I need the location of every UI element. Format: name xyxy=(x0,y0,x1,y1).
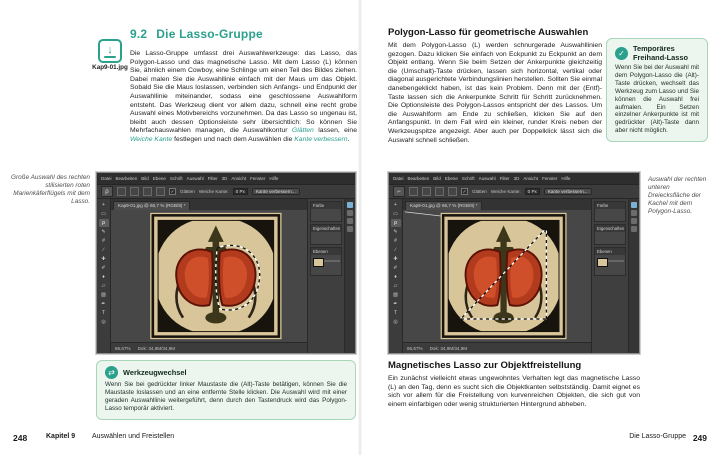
menu-item[interactable]: Bearbeiten xyxy=(407,176,430,181)
menu-item[interactable]: Hilfe xyxy=(269,176,279,181)
info-box-text: Wenn Sie bei gedrückter linker Maustaste die (Alt)-Taste betätigen, können Sie die Maustaste loslassen und an eine entfernte Stelle klicken. Die Auswahl wird mit einer geraden Auswahllinie weitergeführt, denn durch den Tastendruck wird das Polygon-Lasso temporär aktiviert. xyxy=(105,381,347,412)
eyedropper-tool-icon[interactable]: ∕ xyxy=(103,247,104,253)
adjustments-panel-icon[interactable] xyxy=(631,210,637,216)
eraser-tool-icon[interactable]: ▱ xyxy=(393,283,398,289)
panel-color xyxy=(310,201,342,222)
ps-toolbar xyxy=(97,199,111,353)
panel-layers xyxy=(594,247,626,276)
smooth-checkbox[interactable]: ✓ xyxy=(170,189,175,194)
panel-properties-header[interactable]: Eigenschaften xyxy=(597,226,625,231)
panel-layers-body xyxy=(595,255,625,275)
panel-color xyxy=(594,201,626,222)
tip-box-title: Temporäres Freihand-Lasso xyxy=(633,44,689,62)
ps-menubar xyxy=(389,173,639,184)
healing-brush-tool-icon[interactable]: ✚ xyxy=(101,256,106,262)
document-tab-row xyxy=(403,199,591,210)
zoom-level[interactable]: 66,67% xyxy=(115,345,131,351)
section-number: 9.2 xyxy=(130,27,148,41)
menu-item[interactable]: Ansicht xyxy=(231,176,247,181)
menu-item[interactable]: 3D xyxy=(221,176,228,181)
swap-arrows-icon: ⇄ xyxy=(105,366,118,379)
text-segment: festlegen und nach dem Auswählen die xyxy=(172,135,295,143)
menu-item[interactable]: Ebene xyxy=(152,176,166,181)
layer-name-placeholder xyxy=(608,260,624,262)
new-selection-icon[interactable] xyxy=(409,187,418,196)
section-title: Die Lasso-Gruppe xyxy=(156,27,263,41)
menu-item[interactable]: Hilfe xyxy=(561,176,571,181)
panel-icon-strip xyxy=(628,199,639,353)
panel-properties-header[interactable]: Eigenschaften xyxy=(313,226,341,231)
eraser-tool-icon[interactable]: ▱ xyxy=(101,283,106,289)
gradient-tool-icon[interactable]: ▨ xyxy=(393,292,398,298)
text-segment: . xyxy=(347,135,350,143)
ps-canvas-lasso[interactable] xyxy=(111,210,307,342)
panel-properties-body xyxy=(311,232,341,244)
panel-color-body xyxy=(595,209,625,221)
feather-label: Weiche Kante: xyxy=(198,189,229,194)
refine-edge-button[interactable]: Kante verbessern... xyxy=(252,188,300,195)
page-number-left: 248 xyxy=(13,433,28,443)
ps-status-bar xyxy=(403,342,591,353)
clone-stamp-tool-icon[interactable]: ♦ xyxy=(394,274,397,280)
zoom-level[interactable]: 66,67% xyxy=(407,345,423,351)
layer-thumbnail[interactable] xyxy=(597,258,608,267)
canvas-image-polygon xyxy=(403,210,591,342)
smooth-label: Glätten xyxy=(472,189,487,194)
menu-item[interactable]: Bild xyxy=(141,176,149,181)
polygon-lasso-paragraph: Mit dem Polygon-Lasso (L) werden schnurgerade Auswahllinien gezogen. Dazu klicken Sie einfach von Eckpunkt zu Eckpunkt an dem Objekt entlang. Wenn Sie beim Setzen der Ankerpunkte gleichzeitig die (Umschalt)-Taste drücken, lassen sich horizontal, vertikal oder diagonal ausgerichtete Verbindungslinien herstellen. Sollten Sie einmal danebengeklickt haben, ist das kein Problem. Denn mit der (Entf)-Taste lassen sich die Ankerpunkte Schritt für Schritt zurücknehmen. Die Optionsleiste des Polygon-Lassos entspricht der des Lassos. Um die Auswahlform am Ende zu schließen, klicken Sie auf den Anfangspunkt. In dem Fall wird ein kleiner, runder Kreis neben der Werkzeugspitze angezeigt. Aber auch per Doppelklick lässt sich die Auswahl schnell schließen. xyxy=(388,42,602,144)
footer-section-title: Die Lasso-Gruppe xyxy=(629,433,686,440)
ps-toolbar xyxy=(389,199,403,353)
download-icon xyxy=(98,39,122,63)
crop-tool-icon[interactable]: # xyxy=(394,238,397,244)
text-segment: Weiche Kante xyxy=(130,135,173,143)
marquee-tool-icon[interactable]: ▭ xyxy=(393,211,398,217)
text-segment: Kante verbessern xyxy=(294,135,348,143)
canvas-image-lasso xyxy=(111,210,307,342)
panel-properties xyxy=(310,224,342,245)
smooth-checkbox[interactable]: ✓ xyxy=(462,189,467,194)
panel-color-header[interactable]: Farbe xyxy=(595,202,625,209)
menu-item[interactable]: Bild xyxy=(433,176,441,181)
quick-selection-tool-icon[interactable]: ✎ xyxy=(393,229,398,235)
check-icon: ✓ xyxy=(615,47,628,60)
menu-item[interactable]: Datei xyxy=(101,176,112,181)
layer-name-placeholder xyxy=(324,260,340,262)
chapter-title: Auswählen und Freistellen xyxy=(92,433,175,440)
menu-item[interactable]: Auswahl xyxy=(478,176,496,181)
panel-layers-body xyxy=(311,255,341,275)
margin-note-right: Auswahl der rechten unteren Dreiecksfläche der Kachel mit dem Polygon-Lasso. xyxy=(648,176,707,215)
ps-options-bar xyxy=(389,184,639,199)
menu-item[interactable]: Schrift xyxy=(169,176,183,181)
tip-box-freihand-lasso xyxy=(606,38,708,142)
quick-selection-tool-icon[interactable]: ✎ xyxy=(101,229,106,235)
page-gutter xyxy=(358,0,362,455)
add-selection-icon[interactable] xyxy=(422,187,431,196)
panel-properties-body xyxy=(595,232,625,244)
menu-item[interactable]: Schrift xyxy=(461,176,475,181)
panel-icon-strip xyxy=(344,199,355,353)
menu-item[interactable]: Fenster xyxy=(542,176,558,181)
document-size: Dok: 34,9M/34,9M xyxy=(429,345,468,351)
add-selection-icon[interactable] xyxy=(130,187,139,196)
adjustments-panel-icon[interactable] xyxy=(347,210,353,216)
panel-layers-header[interactable]: Ebenen xyxy=(595,248,625,255)
page-number-right: 249 xyxy=(692,433,707,443)
download-tray-bar xyxy=(104,56,116,58)
eyedropper-tool-icon[interactable]: ∕ xyxy=(395,247,396,253)
menu-item[interactable]: Filter xyxy=(499,176,510,181)
subtract-selection-icon[interactable] xyxy=(435,187,444,196)
feather-label: Weiche Kante: xyxy=(490,189,521,194)
ps-panel-area xyxy=(307,199,355,353)
tip-box-text: Wenn Sie bei der Auswahl mit dem Polygon-Lasso die (Alt)-Taste drücken, wechselt das Werkzeug zum Lasso und Sie können die Auswahl frei aufmalen. Ein Setzen einzelner Ankerpunkte ist mit gedrückter (Alt)-Taste dann aber nicht möglich. xyxy=(615,64,699,135)
pen-tool-icon[interactable]: ✒ xyxy=(393,301,398,307)
brush-tool-icon[interactable]: ✐ xyxy=(101,265,106,271)
zoom-tool-icon[interactable]: ◎ xyxy=(393,319,398,325)
panel-color-header[interactable]: Farbe xyxy=(311,202,341,209)
marquee-tool-icon[interactable]: ▭ xyxy=(101,211,106,217)
photoshop-screenshot-lasso xyxy=(96,172,356,354)
document-tab-row xyxy=(111,199,307,210)
type-tool-icon[interactable]: T xyxy=(101,310,106,316)
panel-layers xyxy=(310,247,342,276)
clone-stamp-tool-icon[interactable]: ♦ xyxy=(102,274,105,280)
menu-item[interactable]: Ansicht xyxy=(523,176,539,181)
gradient-tool-icon[interactable]: ▨ xyxy=(101,292,106,298)
document-size: Dok: 34,9M/34,9M xyxy=(137,345,176,351)
menu-item[interactable]: 3D xyxy=(513,176,520,181)
ps-panel-area xyxy=(591,199,639,353)
channels-panel-icon[interactable] xyxy=(347,226,353,232)
panel-color-body xyxy=(311,209,341,221)
subtract-selection-icon[interactable] xyxy=(143,187,152,196)
move-tool-icon[interactable]: + xyxy=(102,202,105,208)
heading-magnetic-lasso: Magnetisches Lasso zur Objektfreistellung xyxy=(388,360,582,371)
layer-thumbnail[interactable] xyxy=(313,258,324,267)
ps-options-bar xyxy=(97,184,355,199)
info-box-werkzeugwechsel xyxy=(96,360,356,420)
type-tool-icon[interactable]: T xyxy=(393,310,398,316)
ps-status-bar xyxy=(111,342,307,353)
download-file-label: Kap9-01.jpg xyxy=(92,64,128,71)
lasso-intro-paragraph xyxy=(130,50,357,145)
text-segment: Die Lasso-Gruppe umfasst drei Auswahlwerkzeuge: das Lasso, das Polygon-Lasso und das magnetische Lasso. Mit dem Lasso (L) können Sie, ähnlich einem Cowboy, eine Schlinge um einen Teil des Bildes ziehen. Dabei malen Sie die Auswahllinie einfach mit der Maus um das Objekt. Sobald Sie die Maus loslassen, verbinden sich Anfangs- und Endpunkt der Auswahllinie miteinander, sodass eine geschlossene Auswahlform entsteht. Das Werkzeug dient vor allem dazu, schnell eine recht grobe Auswahl eines Motivbereichs vorzunehmen. Da das Lasso so ungenau ist, bleibt auch dessen Optionsleiste sehr übersichtlich: So können Sie Mehrfachauswahlen managen, die Auswahlkontur xyxy=(130,50,357,135)
arrow-down-icon: ↓ xyxy=(107,43,113,56)
document-tab[interactable]: Kap9-01.jpg @ 66,7 % (RGB/8) * xyxy=(405,201,482,210)
intersect-selection-icon[interactable] xyxy=(448,187,457,196)
photoshop-screenshot-polygon-lasso xyxy=(388,172,640,354)
margin-note-left: Große Auswahl des rechten stilisierten roten Marienkäferflügels mit dem Lasso. xyxy=(11,174,90,205)
new-selection-icon[interactable] xyxy=(117,187,126,196)
feather-value-input[interactable]: 0 Px xyxy=(525,188,540,195)
zoom-tool-icon[interactable]: ◎ xyxy=(101,319,106,325)
libraries-panel-icon[interactable] xyxy=(347,202,353,208)
brush-tool-icon[interactable]: ✐ xyxy=(393,265,398,271)
menu-item[interactable]: Ebene xyxy=(444,176,458,181)
intersect-selection-icon[interactable] xyxy=(156,187,165,196)
panel-layers-header[interactable]: Ebenen xyxy=(311,248,341,255)
magnetic-lasso-paragraph: Ein zunächst vielleicht etwas ungewohntes Verhalten legt das magnetische Lasso (L) an den Tag, denn es sucht sich die Objektkanten selbstständig. Damit eignet es sich vor allem für die Freistellung von kurvenreichen Objekten, die sich gut von einem einfarbigen oder wenig strukturierten Hintergrund abheben. xyxy=(388,375,640,408)
polygon-lasso-tool-icon[interactable]: ⌐ xyxy=(393,186,405,197)
menu-item[interactable]: Filter xyxy=(207,176,218,181)
lasso-tool-icon[interactable]: ρ xyxy=(391,219,401,227)
menu-item[interactable]: Fenster xyxy=(250,176,266,181)
feather-value-input[interactable]: 0 Px xyxy=(233,188,248,195)
channels-panel-icon[interactable] xyxy=(631,226,637,232)
document-tab[interactable]: Kap9-01.jpg @ 66,7 % (RGB/8) * xyxy=(113,201,190,210)
menu-item[interactable]: Bearbeiten xyxy=(115,176,138,181)
section-heading xyxy=(130,27,263,41)
panel-properties xyxy=(594,224,626,245)
chapter-label: Kapitel 9 xyxy=(46,433,76,440)
refine-edge-button[interactable]: Kante verbessern... xyxy=(544,188,592,195)
libraries-panel-icon[interactable] xyxy=(631,202,637,208)
ps-canvas-polygon[interactable] xyxy=(403,210,591,342)
history-panel-icon[interactable] xyxy=(631,218,637,224)
text-segment: lassen, eine xyxy=(313,127,357,135)
history-panel-icon[interactable] xyxy=(347,218,353,224)
menu-item[interactable]: Datei xyxy=(393,176,404,181)
crop-tool-icon[interactable]: # xyxy=(102,238,105,244)
pen-tool-icon[interactable]: ✒ xyxy=(101,301,106,307)
menu-item[interactable]: Auswahl xyxy=(186,176,204,181)
lasso-tool-icon[interactable]: ρ xyxy=(101,186,113,197)
lasso-tool-icon[interactable]: ρ xyxy=(99,219,109,227)
smooth-label: Glätten xyxy=(180,189,195,194)
heading-polygon-lasso: Polygon-Lasso für geometrische Auswahlen xyxy=(388,27,589,38)
info-box-title: Werkzeugwechsel xyxy=(123,368,187,377)
move-tool-icon[interactable]: + xyxy=(394,202,397,208)
ps-menubar xyxy=(97,173,355,184)
healing-brush-tool-icon[interactable]: ✚ xyxy=(393,256,398,262)
text-segment: Glätten xyxy=(291,127,314,135)
